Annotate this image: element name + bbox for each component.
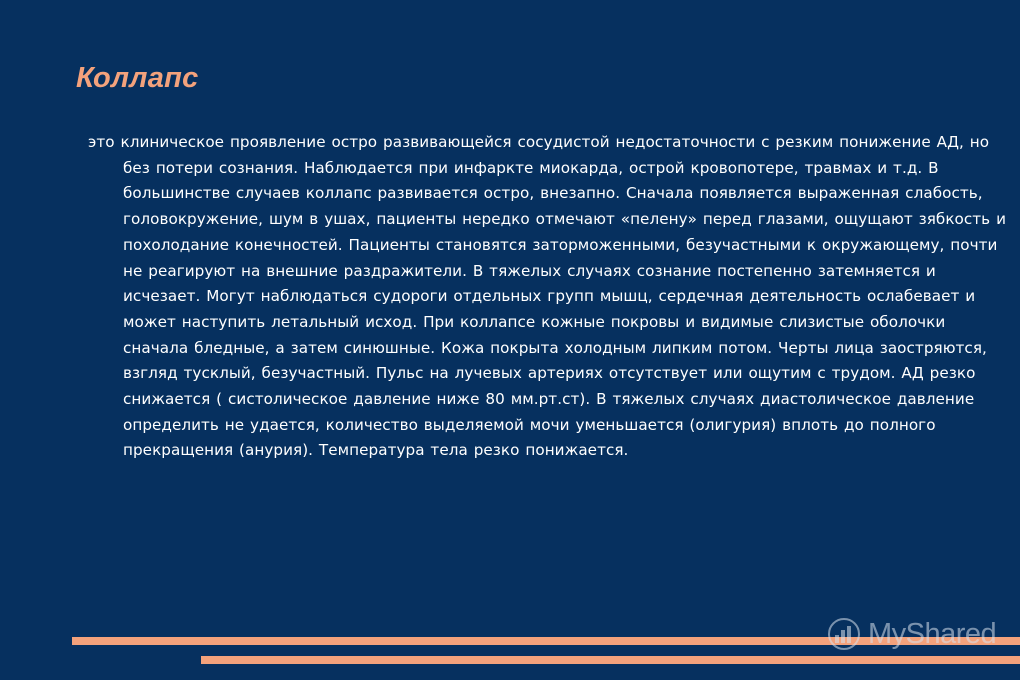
slide-title: Коллапс [76, 62, 199, 94]
bar-chart-icon [826, 616, 862, 652]
watermark-text: MyShared [868, 617, 997, 650]
accent-rule-bottom [201, 656, 1020, 664]
slide-body-text: это клиническое проявление остро развивающейся сосудистой недостаточности с резким понижение АД, но без потери сознания. Наблюдается при инфаркте миокарда, острой кровопотере, травмах и т.д. В большинстве случаев коллапс развивается остро, внезапно. Сначала появляется выраженная слабость, головокружение, шум в ушах, пациенты нередко отмечают «пелену» перед глазами, ощущают зябкость и похолодание конечностей. Пациенты становятся заторможенными, безучастными к окружающему, почти не реагируют на внешние раздражители. В тяжелых случаях сознание постепенно затемняется и исчезает. Могут наблюдаться судороги отдельных групп мышц, сердечная деятельность ослабевает и может наступить летальный исход. При коллапсе кожные покровы и видимые слизистые оболочки сначала бледные, а затем синюшные. Кожа покрыта холодным липким потом. Черты лица заостряются, взгляд тусклый, безучастный. Пульс на лучевых артериях отсутствует или ощутим с трудом. АД резко снижается ( систолическое давление ниже 80 мм.рт.ст). В тяжелых случаях диастолическое давление определить не удается, количество выделяемой мочи уменьшается (олигурия) вплоть до полного прекращения (анурия). Температура тела резко понижается. [88, 133, 1006, 460]
watermark-logo [826, 616, 996, 652]
